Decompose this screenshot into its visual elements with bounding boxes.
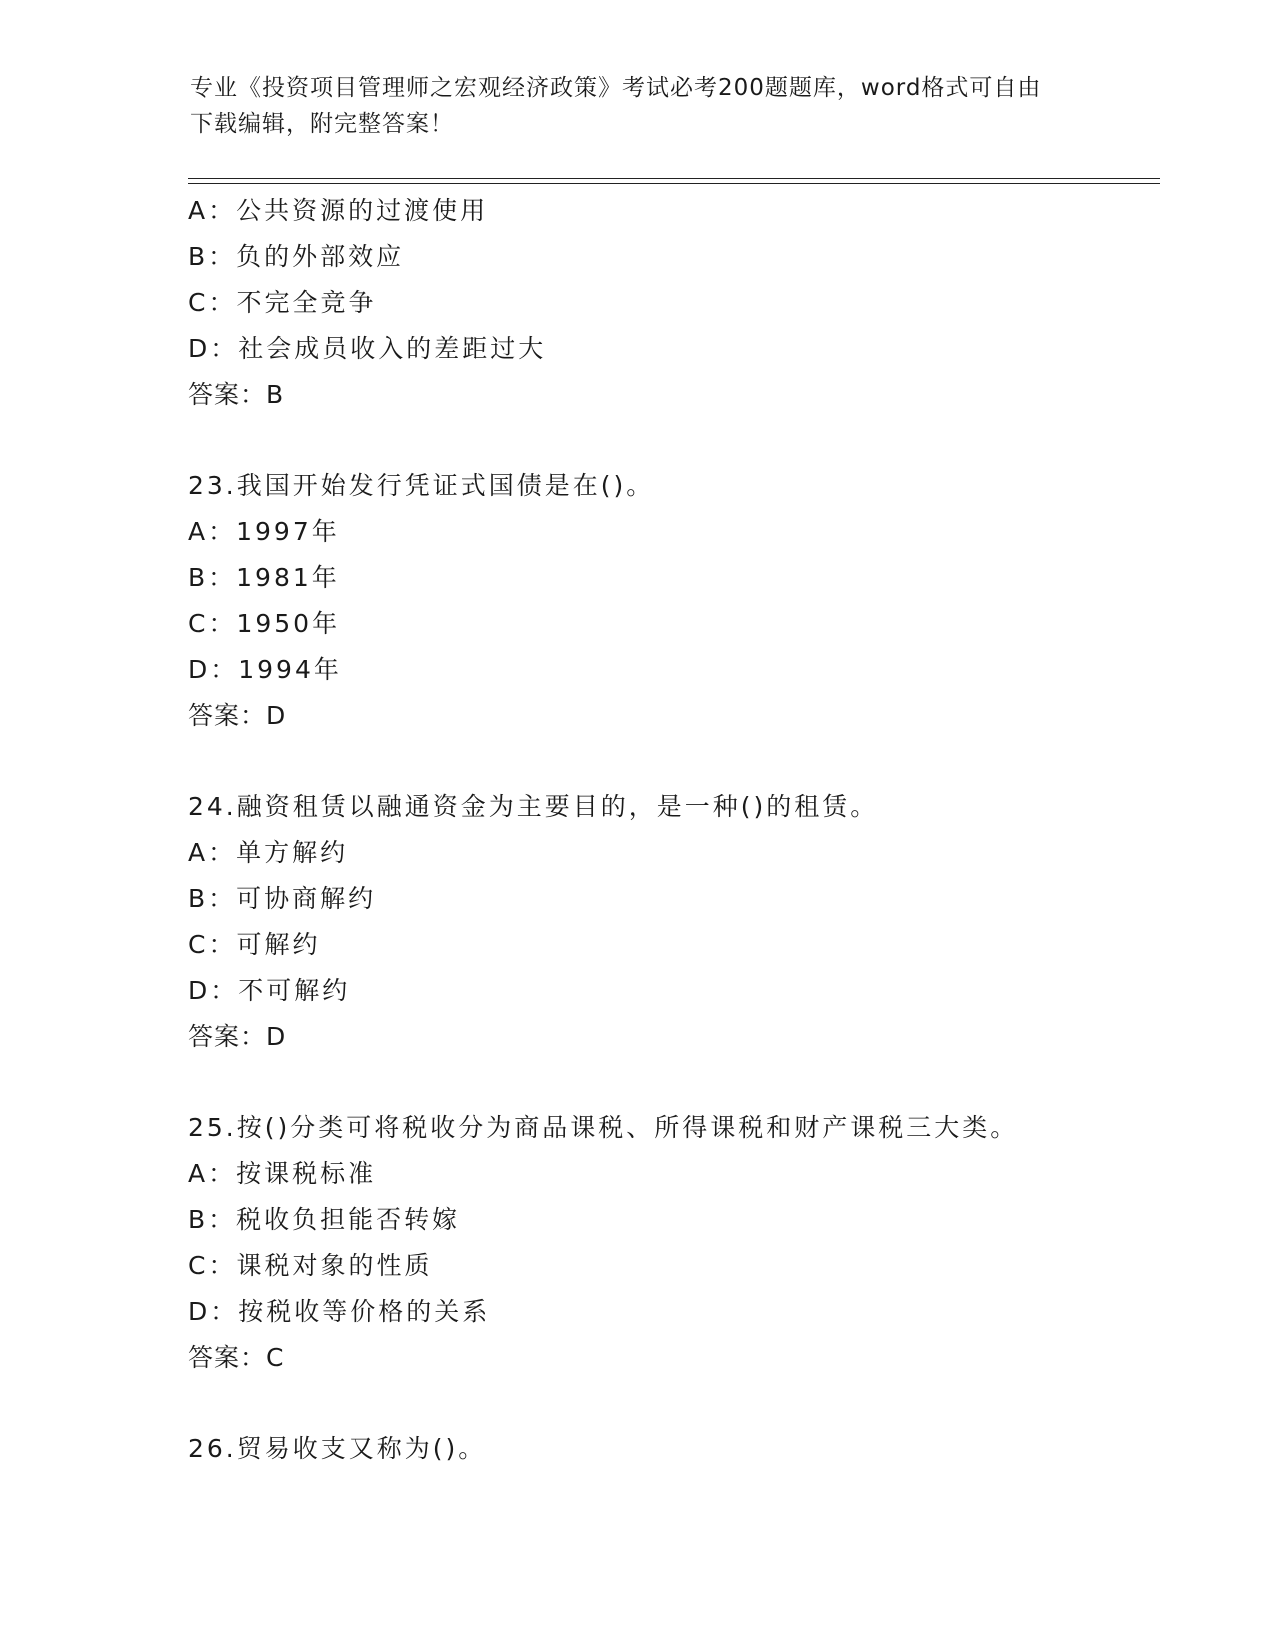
option-b: B：负的外部效应 [188, 242, 405, 271]
question-gap [188, 418, 1148, 463]
option-c: C：课税对象的性质 [188, 1251, 433, 1280]
answer-line: 答案：B [188, 380, 285, 409]
question-gap [188, 1381, 1148, 1426]
question-gap [188, 1060, 1148, 1105]
header-divider-top [188, 178, 1160, 179]
question-stem: 24.融资租赁以融通资金为主要目的，是一种()的租赁。 [188, 792, 879, 821]
option-d: D：按税收等价格的关系 [188, 1297, 491, 1326]
option-d: D：社会成员收入的差距过大 [188, 334, 547, 363]
answer-line: 答案：D [188, 701, 287, 730]
question-25 [188, 1105, 1148, 1381]
question-stem: 26.贸易收支又称为()。 [188, 1434, 487, 1463]
question-stem: 23.我国开始发行凭证式国债是在()。 [188, 471, 655, 500]
question-stem: 25.按()分类可将税收分为商品课税、所得课税和财产课税三大类。 [188, 1113, 1019, 1142]
option-b: B：税收负担能否转嫁 [188, 1205, 461, 1234]
question-gap [188, 739, 1148, 784]
answer-line: 答案：C [188, 1343, 285, 1372]
option-d: D：1994年 [188, 655, 342, 684]
header-divider-bottom [188, 183, 1160, 184]
option-b: B：可协商解约 [188, 884, 377, 913]
option-a: A：按课税标准 [188, 1159, 377, 1188]
header-line-1: 专业《投资项目管理师之宏观经济政策》考试必考200题题库，word格式可自由 [190, 75, 1042, 101]
option-a: A：单方解约 [188, 838, 349, 867]
answer-line: 答案：D [188, 1022, 287, 1051]
option-c: C：可解约 [188, 930, 321, 959]
option-c: C：1950年 [188, 609, 341, 638]
option-d: D：不可解约 [188, 976, 351, 1005]
question-24 [188, 784, 1148, 1060]
option-a: A：公共资源的过渡使用 [188, 196, 489, 225]
option-c: C：不完全竞争 [188, 288, 377, 317]
question-26 [188, 1426, 1148, 1472]
option-b: B：1981年 [188, 563, 340, 592]
question-list [188, 188, 1148, 1472]
question-22-continued [188, 188, 1148, 418]
option-a: A：1997年 [188, 517, 340, 546]
question-23 [188, 463, 1148, 739]
header-line-2: 下载编辑，附完整答案！ [190, 111, 454, 137]
document-header [190, 70, 1090, 142]
